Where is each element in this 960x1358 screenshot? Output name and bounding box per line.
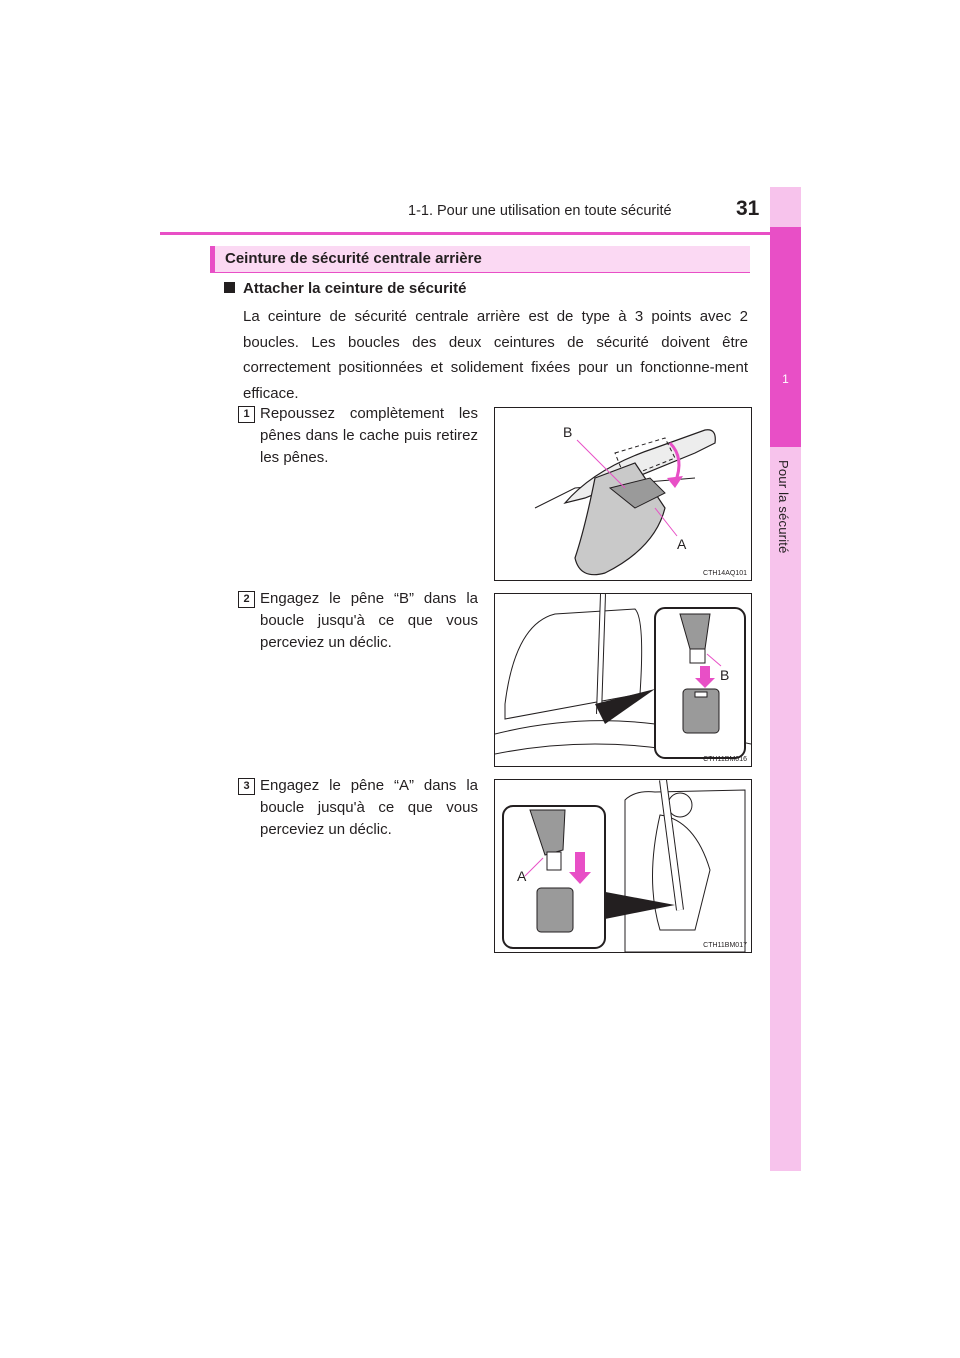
figure-label-a: A [517,868,527,884]
figure-code: CTH11BM017 [703,942,747,949]
buckle-a-insertion-illustration [495,780,751,952]
chapter-side-tab-active [770,227,801,447]
subsection-heading [224,280,466,297]
figure-code: CTH11BM016 [703,756,747,763]
header-rule [160,232,800,235]
chapter-path: 1-1. Pour une utilisation en toute sécurité [408,203,672,219]
step-text-1: Repoussez complètement les pênes dans le cache puis retirez les pênes. [260,405,478,466]
step-number-2: 2 [238,591,255,608]
figure-label-b: B [720,667,730,683]
buckle-b-insertion-illustration [495,594,751,766]
step-text-3: Engagez le pêne “A” dans la boucle jusqu'à ce que vous perceviez un déclic. [260,777,478,838]
step-text-2: Engagez le pêne “B” dans la boucle jusqu'à ce que vous perceviez un déclic. [260,590,478,651]
step-figure-2 [494,593,752,767]
figure-label-b: B [563,424,573,440]
step-figure-1 [494,407,752,581]
square-bullet-icon [224,282,235,293]
subsection-body: La ceinture de sécurité centrale arrière est de type à 3 points avec 2 boucles. Les boucles des deux ceintures de sécurité doivent être correctement positionnées et solidement fixées pour un fonctionne-ment efficace. [243,308,748,402]
seat-belt-cover-illustration [495,408,751,580]
section-title: Ceinture de sécurité centrale arrière [225,250,482,267]
figure-label-a: A [677,536,687,552]
chapter-number: 1 [782,372,789,386]
section-heading [210,246,750,273]
page-number: 31 [736,197,760,220]
step-number-1: 1 [238,406,255,423]
figure-code: CTH14AQ101 [703,570,747,577]
chapter-label: Pour la sécurité [776,460,791,554]
header-rule-tab [770,232,801,235]
step-number-3: 3 [238,778,255,795]
section-heading-bar [210,246,215,272]
step-figure-3 [494,779,752,953]
subsection-title: Attacher la ceinture de sécurité [243,280,467,297]
